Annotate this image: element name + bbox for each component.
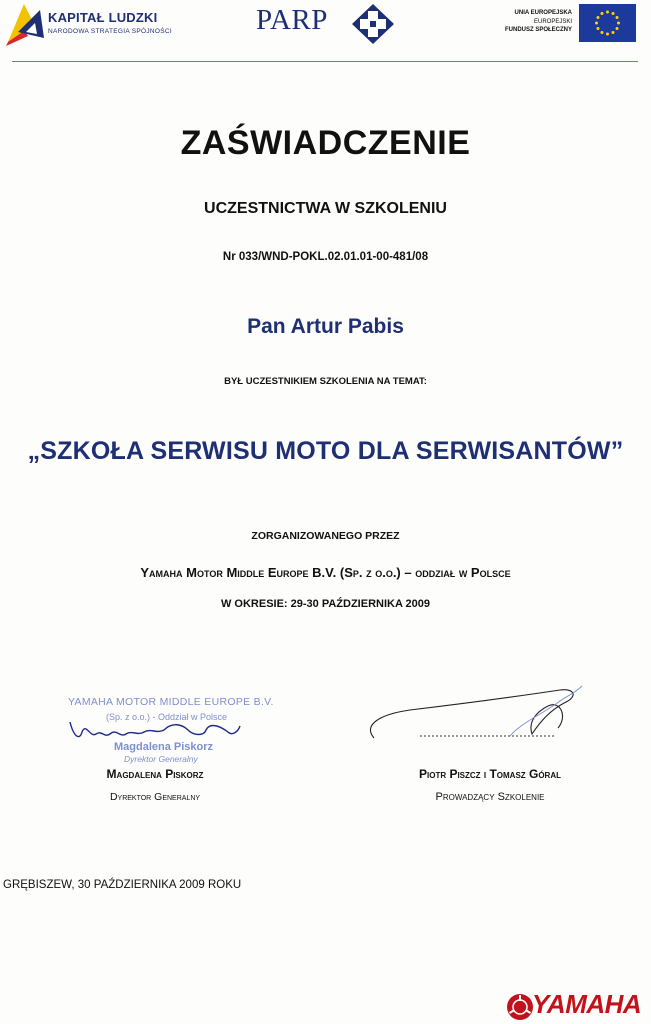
- left-signatory-role: Dyrektor Generalny: [109, 791, 201, 803]
- eu-star-icon: [617, 22, 620, 25]
- kapital-ludzki-title: KAPITAŁ LUDZKI: [48, 10, 158, 25]
- organizer-name: Yamaha Motor Middle Europe B.V. (Sp. z o.o.) – oddział w Polsce: [140, 565, 511, 580]
- organized-by-label: ZORGANIZOWANEGO PRZEZ: [251, 530, 400, 542]
- recipient-name: Pan Artur Pabis: [247, 315, 404, 338]
- eu-star-icon: [606, 11, 609, 14]
- kapital-ludzki-logo-icon: [4, 2, 48, 48]
- right-signature: [360, 676, 610, 756]
- eu-label-line3: FUNDUSZ SPOŁECZNY: [504, 27, 572, 33]
- training-period: W OKRESIE: 29-30 PAŹDZIERNIKA 2009: [220, 598, 431, 610]
- parp-logo-text: PARP: [256, 4, 328, 36]
- header-divider: [12, 61, 638, 62]
- training-topic: „SZKOŁA SERWISU MOTO DLA SERWISANTÓW”: [27, 437, 624, 465]
- right-signatory-names: Piotr Piszcz i Tomasz Góral: [419, 767, 561, 781]
- kapital-ludzki-subtitle: NARODOWA STRATEGIA SPÓJNOŚCI: [48, 28, 172, 35]
- eu-star-icon: [596, 27, 599, 30]
- intro-text: BYŁ UCZESTNIKIEM SZKOLENIA NA TEMAT:: [224, 376, 427, 387]
- stamp-line1: YAMAHA MOTOR MIDDLE EUROPE B.V.: [68, 696, 274, 708]
- place-and-date: GRĘBISZEW, 30 PAŹDZIERNIKA 2009 ROKU: [3, 879, 242, 891]
- eu-label-line1: UNIA EUROPEJSKA: [514, 10, 572, 16]
- stamp-line4: Dyrektor Generalny: [124, 754, 198, 764]
- yamaha-logo-text: YAMAHA: [532, 989, 642, 1019]
- company-stamp: [60, 692, 280, 772]
- eu-star-icon: [601, 31, 604, 34]
- right-handwritten-signature: [370, 690, 573, 738]
- left-signatory-name: Magdalena Piskorz: [106, 767, 204, 781]
- left-handwritten-signature: [70, 722, 240, 737]
- certificate-number: Nr 033/WND-POKL.02.01.01-00-481/08: [222, 251, 429, 263]
- eu-star-icon: [612, 31, 615, 34]
- eu-star-icon: [612, 12, 615, 15]
- stamp-line2: (Sp. z o.o.) - Oddział w Polsce: [106, 712, 228, 722]
- right-signatory-role: Prowadzący Szkolenie: [435, 791, 545, 803]
- eu-label-line2: EUROPEJSKI: [533, 18, 572, 25]
- eu-star-icon: [616, 16, 619, 19]
- parp-logo-icon: [347, 3, 399, 45]
- eu-star-icon: [606, 33, 609, 36]
- eu-star-icon: [596, 16, 599, 19]
- certificate-title: ZAŚWIADCZENIE: [180, 124, 471, 162]
- stamp-line3: Magdalena Piskorz: [114, 741, 214, 753]
- certificate-subtitle: UCZESTNICTWA W SZKOLENIU: [204, 200, 447, 217]
- eu-star-icon: [601, 12, 604, 15]
- eu-star-icon: [616, 27, 619, 30]
- eu-label: [470, 9, 572, 35]
- eu-star-icon: [595, 22, 598, 25]
- eu-flag-icon: [579, 4, 636, 42]
- right-signature-second: [510, 686, 582, 736]
- yamaha-tuning-fork-icon: [505, 992, 535, 1022]
